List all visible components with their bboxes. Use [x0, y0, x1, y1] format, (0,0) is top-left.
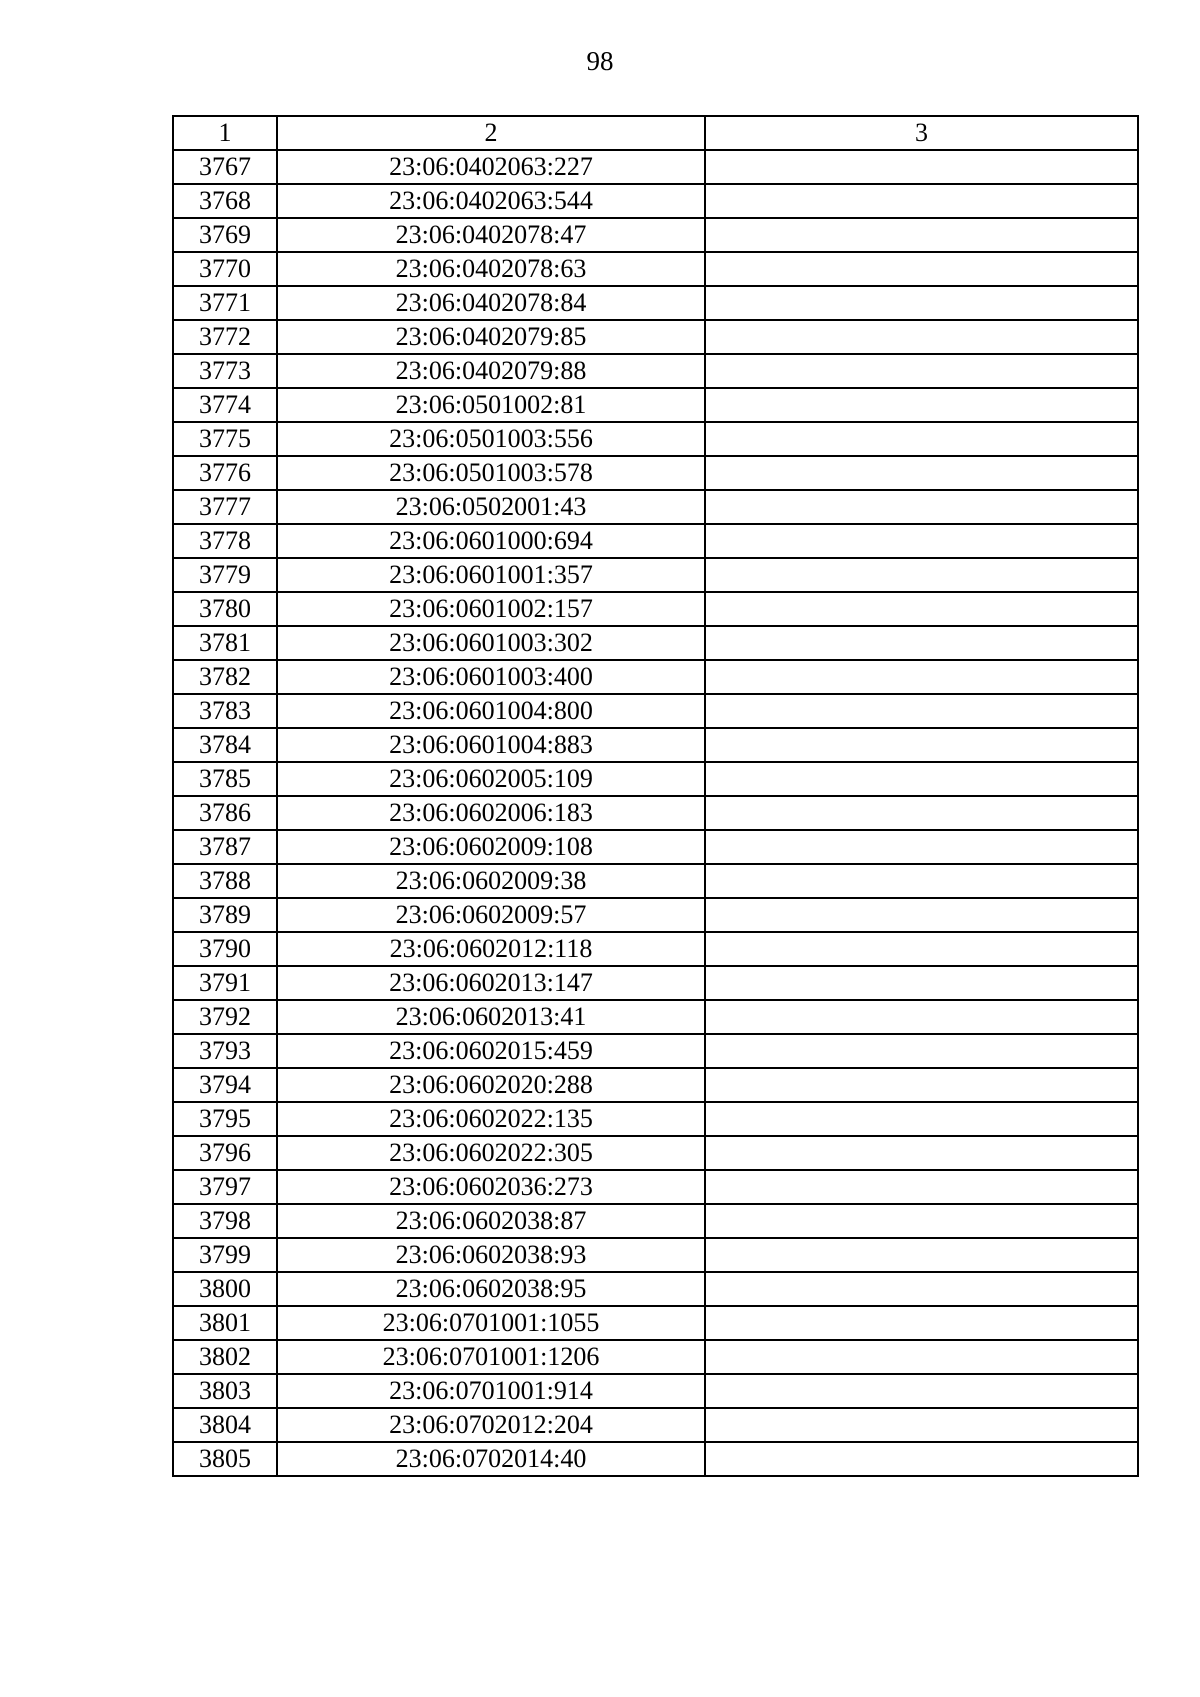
row-number-cell: 3788 [173, 864, 277, 898]
row-number-cell: 3780 [173, 592, 277, 626]
row-number-cell: 3773 [173, 354, 277, 388]
note-cell [705, 218, 1138, 252]
table-row [173, 1272, 1138, 1306]
cadastral-number-cell: 23:06:0402079:88 [277, 354, 705, 388]
row-number-cell: 3783 [173, 694, 277, 728]
table-row [173, 1306, 1138, 1340]
cadastral-number-cell: 23:06:0602009:108 [277, 830, 705, 864]
note-cell [705, 592, 1138, 626]
cadastral-number-cell: 23:06:0602015:459 [277, 1034, 705, 1068]
note-cell [705, 1068, 1138, 1102]
note-cell [705, 898, 1138, 932]
row-number-cell: 3782 [173, 660, 277, 694]
table-row [173, 422, 1138, 456]
table-row [173, 150, 1138, 184]
row-number-cell: 3786 [173, 796, 277, 830]
table-row [173, 762, 1138, 796]
header-cell-1: 1 [173, 116, 277, 150]
note-cell [705, 422, 1138, 456]
note-cell [705, 354, 1138, 388]
row-number-cell: 3770 [173, 252, 277, 286]
note-cell [705, 1034, 1138, 1068]
note-cell [705, 830, 1138, 864]
cadastral-number-cell: 23:06:0701001:1206 [277, 1340, 705, 1374]
row-number-cell: 3804 [173, 1408, 277, 1442]
cadastral-number-cell: 23:06:0601003:302 [277, 626, 705, 660]
note-cell [705, 660, 1138, 694]
note-cell [705, 150, 1138, 184]
note-cell [705, 1170, 1138, 1204]
cadastral-number-cell: 23:06:0402079:85 [277, 320, 705, 354]
cadastral-number-cell: 23:06:0602038:93 [277, 1238, 705, 1272]
table-row [173, 524, 1138, 558]
row-number-cell: 3792 [173, 1000, 277, 1034]
note-cell [705, 286, 1138, 320]
row-number-cell: 3793 [173, 1034, 277, 1068]
cadastral-number-cell: 23:06:0402063:544 [277, 184, 705, 218]
cadastral-number-cell: 23:06:0702014:40 [277, 1442, 705, 1476]
cadastral-number-cell: 23:06:0501003:556 [277, 422, 705, 456]
table-row [173, 796, 1138, 830]
note-cell [705, 966, 1138, 1000]
table-row [173, 694, 1138, 728]
row-number-cell: 3797 [173, 1170, 277, 1204]
row-number-cell: 3789 [173, 898, 277, 932]
note-cell [705, 1238, 1138, 1272]
cadastral-number-cell: 23:06:0402078:84 [277, 286, 705, 320]
table-row [173, 1204, 1138, 1238]
table-row [173, 660, 1138, 694]
note-cell [705, 1102, 1138, 1136]
note-cell [705, 626, 1138, 660]
row-number-cell: 3767 [173, 150, 277, 184]
cadastral-number-cell: 23:06:0602038:87 [277, 1204, 705, 1238]
table-row [173, 830, 1138, 864]
cadastral-number-cell: 23:06:0402078:63 [277, 252, 705, 286]
row-number-cell: 3805 [173, 1442, 277, 1476]
row-number-cell: 3790 [173, 932, 277, 966]
table-row [173, 218, 1138, 252]
table-row [173, 864, 1138, 898]
note-cell [705, 388, 1138, 422]
cadastral-number-cell: 23:06:0601004:800 [277, 694, 705, 728]
cadastral-number-cell: 23:06:0701001:1055 [277, 1306, 705, 1340]
table-row [173, 1238, 1138, 1272]
header-row [173, 116, 1138, 150]
note-cell [705, 1408, 1138, 1442]
row-number-cell: 3771 [173, 286, 277, 320]
table-row [173, 1000, 1138, 1034]
row-number-cell: 3778 [173, 524, 277, 558]
note-cell [705, 524, 1138, 558]
cadastral-number-cell: 23:06:0601003:400 [277, 660, 705, 694]
cadastral-number-cell: 23:06:0602009:38 [277, 864, 705, 898]
row-number-cell: 3801 [173, 1306, 277, 1340]
table-header [173, 116, 1138, 150]
table-row [173, 1340, 1138, 1374]
table-row [173, 558, 1138, 592]
note-cell [705, 694, 1138, 728]
table-row [173, 1170, 1138, 1204]
cadastral-number-cell: 23:06:0602012:118 [277, 932, 705, 966]
header-cell-2: 2 [277, 116, 705, 150]
cadastral-number-cell: 23:06:0602013:41 [277, 1000, 705, 1034]
cadastral-number-cell: 23:06:0501003:578 [277, 456, 705, 490]
table-row [173, 728, 1138, 762]
table-row [173, 1102, 1138, 1136]
table-row [173, 388, 1138, 422]
note-cell [705, 1306, 1138, 1340]
cadastral-number-cell: 23:06:0602020:288 [277, 1068, 705, 1102]
table-row [173, 966, 1138, 1000]
note-cell [705, 1204, 1138, 1238]
cadastral-number-cell: 23:06:0501002:81 [277, 388, 705, 422]
note-cell [705, 456, 1138, 490]
note-cell [705, 184, 1138, 218]
note-cell [705, 252, 1138, 286]
note-cell [705, 1000, 1138, 1034]
row-number-cell: 3794 [173, 1068, 277, 1102]
cadastral-number-cell: 23:06:0602022:305 [277, 1136, 705, 1170]
table-row [173, 1068, 1138, 1102]
row-number-cell: 3777 [173, 490, 277, 524]
table-row [173, 898, 1138, 932]
cadastral-number-cell: 23:06:0601001:357 [277, 558, 705, 592]
note-cell [705, 762, 1138, 796]
row-number-cell: 3781 [173, 626, 277, 660]
cadastral-number-cell: 23:06:0402063:227 [277, 150, 705, 184]
row-number-cell: 3774 [173, 388, 277, 422]
table-body [173, 150, 1138, 1476]
row-number-cell: 3772 [173, 320, 277, 354]
note-cell [705, 1374, 1138, 1408]
note-cell [705, 558, 1138, 592]
cadastral-number-cell: 23:06:0502001:43 [277, 490, 705, 524]
table-row [173, 320, 1138, 354]
cadastral-number-cell: 23:06:0402078:47 [277, 218, 705, 252]
table-row [173, 490, 1138, 524]
note-cell [705, 796, 1138, 830]
row-number-cell: 3768 [173, 184, 277, 218]
cadastral-number-cell: 23:06:0602005:109 [277, 762, 705, 796]
table-row [173, 252, 1138, 286]
cadastral-number-cell: 23:06:0602022:135 [277, 1102, 705, 1136]
row-number-cell: 3775 [173, 422, 277, 456]
table-row [173, 626, 1138, 660]
note-cell [705, 320, 1138, 354]
cadastral-number-cell: 23:06:0702012:204 [277, 1408, 705, 1442]
cadastral-number-cell: 23:06:0602013:147 [277, 966, 705, 1000]
table-row [173, 932, 1138, 966]
cadastral-number-cell: 23:06:0602006:183 [277, 796, 705, 830]
note-cell [705, 1442, 1138, 1476]
table-row [173, 1136, 1138, 1170]
note-cell [705, 1340, 1138, 1374]
row-number-cell: 3802 [173, 1340, 277, 1374]
note-cell [705, 728, 1138, 762]
cadastral-number-cell: 23:06:0601000:694 [277, 524, 705, 558]
table-row [173, 456, 1138, 490]
note-cell [705, 1272, 1138, 1306]
table-row [173, 1442, 1138, 1476]
row-number-cell: 3779 [173, 558, 277, 592]
table-row [173, 184, 1138, 218]
row-number-cell: 3776 [173, 456, 277, 490]
note-cell [705, 864, 1138, 898]
table-row [173, 354, 1138, 388]
header-cell-3: 3 [705, 116, 1138, 150]
row-number-cell: 3791 [173, 966, 277, 1000]
row-number-cell: 3798 [173, 1204, 277, 1238]
row-number-cell: 3799 [173, 1238, 277, 1272]
cadastral-number-cell: 23:06:0602038:95 [277, 1272, 705, 1306]
row-number-cell: 3796 [173, 1136, 277, 1170]
row-number-cell: 3785 [173, 762, 277, 796]
cadastral-number-cell: 23:06:0601004:883 [277, 728, 705, 762]
table-row [173, 1408, 1138, 1442]
cadastral-number-cell: 23:06:0701001:914 [277, 1374, 705, 1408]
cadastral-number-cell: 23:06:0601002:157 [277, 592, 705, 626]
note-cell [705, 490, 1138, 524]
cadastral-number-cell: 23:06:0602009:57 [277, 898, 705, 932]
table-row [173, 286, 1138, 320]
row-number-cell: 3784 [173, 728, 277, 762]
table-row [173, 1374, 1138, 1408]
row-number-cell: 3795 [173, 1102, 277, 1136]
table-row [173, 1034, 1138, 1068]
row-number-cell: 3769 [173, 218, 277, 252]
cadastral-number-cell: 23:06:0602036:273 [277, 1170, 705, 1204]
page-number: 98 [586, 46, 614, 76]
note-cell [705, 932, 1138, 966]
row-number-cell: 3800 [173, 1272, 277, 1306]
registry-table [172, 115, 1139, 1477]
note-cell [705, 1136, 1138, 1170]
row-number-cell: 3803 [173, 1374, 277, 1408]
row-number-cell: 3787 [173, 830, 277, 864]
table-row [173, 592, 1138, 626]
